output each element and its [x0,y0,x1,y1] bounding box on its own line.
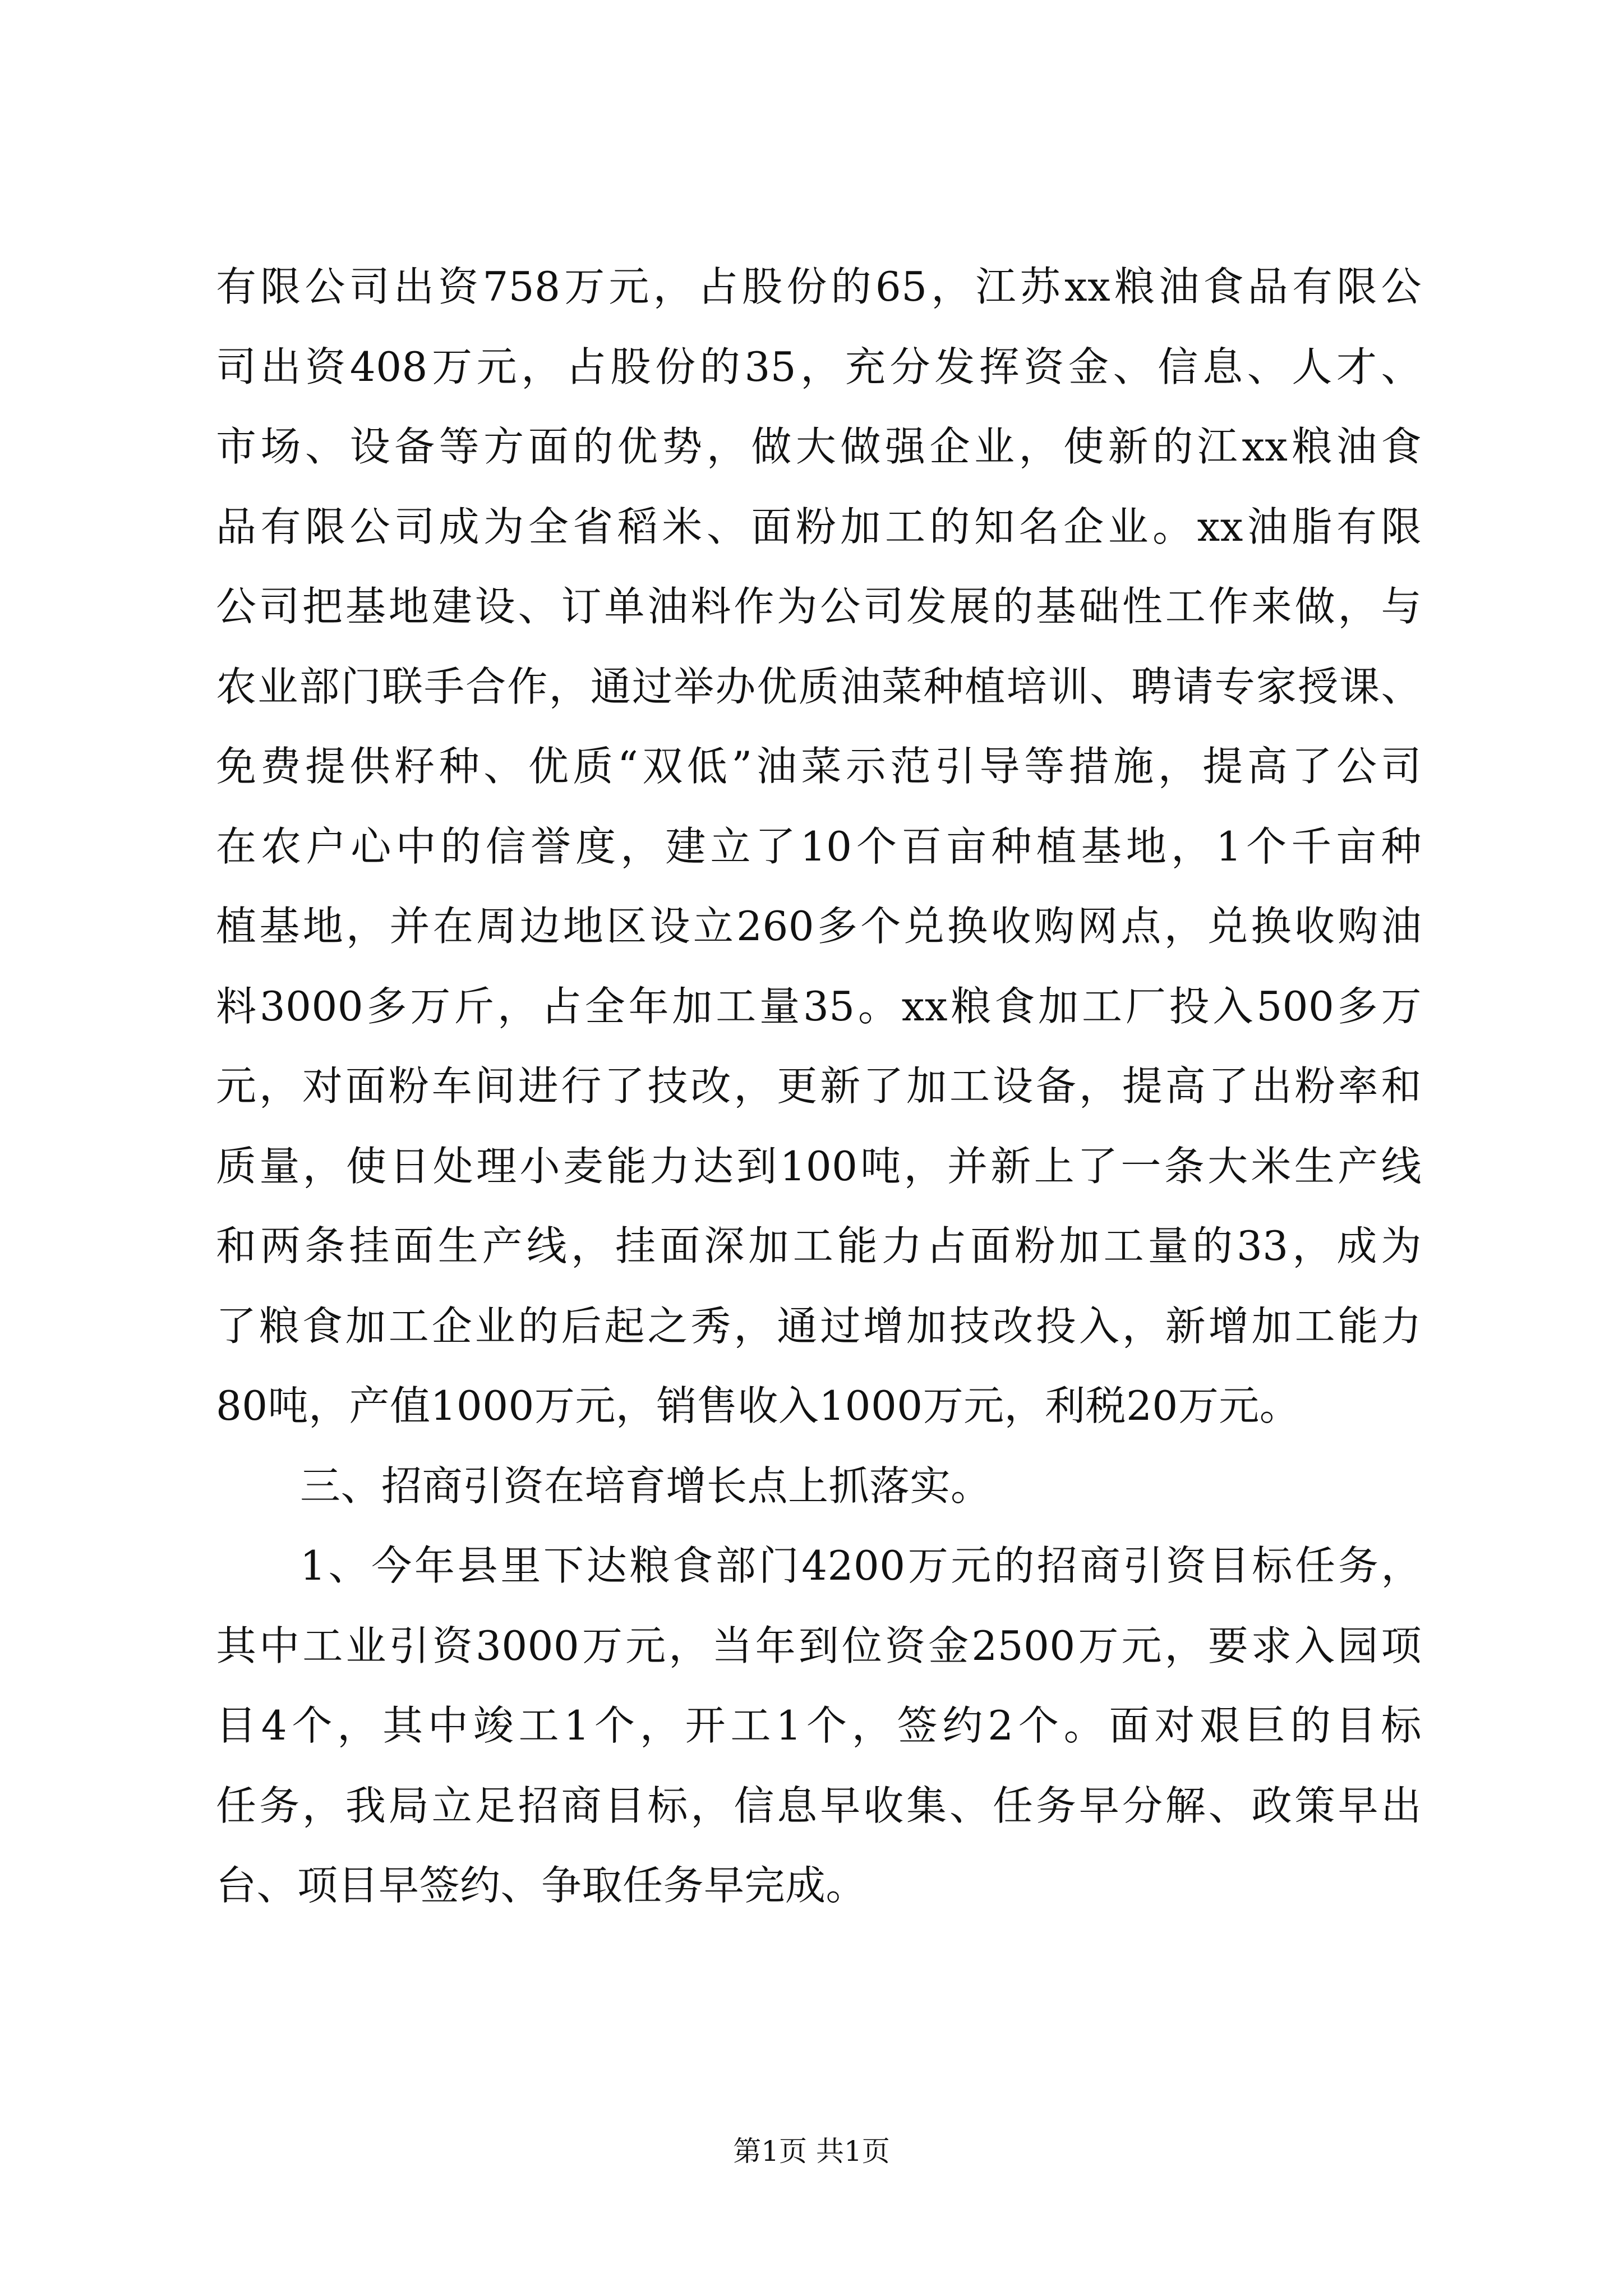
text-line: 任务，我局立足招商目标，信息早收集、任务早分解、政策早出 [216,1782,1422,1829]
text-line: 公司把基地建设、订单油料作为公司发展的基础性工作来做，与 [216,583,1422,630]
text-line: 1、今年县里下达粮食部门4200万元的招商引资目标任务， [300,1542,1422,1589]
text-line: 和两条挂面生产线，挂面深加工能力占面粉加工量的33，成为 [216,1222,1422,1269]
text-line: 其中工业引资3000万元，当年到位资金2500万元，要求入园项 [216,1622,1422,1669]
text-line: 了粮食加工企业的后起之秀，通过增加技改投入，新增加工能力 [216,1302,1422,1350]
text-line: 目4个，其中竣工1个，开工1个，签约2个。面对艰巨的目标 [216,1702,1422,1749]
section-heading: 三、招商引资在培育增长点上抓落实。 [300,1462,992,1510]
text-line: 农业部门联手合作，通过举办优质油菜种植培训、聘请专家授课、 [216,662,1422,710]
text-line: 市场、设备等方面的优势，做大做强企业，使新的江xx粮油食 [216,423,1422,470]
text-line: 台、项目早签约、争取任务早完成。 [216,1862,867,1909]
text-line: 质量，使日处理小麦能力达到100吨，并新上了一条大米生产线 [216,1142,1422,1190]
text-line: 免费提供籽种、优质“双低”油菜示范引导等措施，提高了公司 [216,743,1422,790]
page-number: 第1页 共1页 [733,2135,890,2168]
document-body [216,247,1422,1926]
text-line: 80吨，产值1000万元，销售收入1000万元，利税20万元。 [216,1382,1301,1429]
text-line: 司出资408万元，占股份的35，充分发挥资金、信息、人才、 [216,343,1422,390]
page-footer [0,2132,1623,2171]
text-line: 在农户心中的信誉度，建立了10个百亩种植基地，1个千亩种 [216,822,1422,870]
text-line: 植基地，并在周边地区设立260多个兑换收购网点，兑换收购油 [216,903,1422,950]
text-line: 有限公司出资758万元，占股份的65，江苏xx粮油食品有限公 [216,263,1422,310]
text-line: 料3000多万斤，占全年加工量35。xx粮食加工厂投入500多万 [216,982,1422,1030]
text-line: 元，对面粉车间进行了技改，更新了加工设备，提高了出粉率和 [216,1062,1422,1110]
text-line: 品有限公司成为全省稻米、面粉加工的知名企业。xx油脂有限 [216,503,1422,550]
